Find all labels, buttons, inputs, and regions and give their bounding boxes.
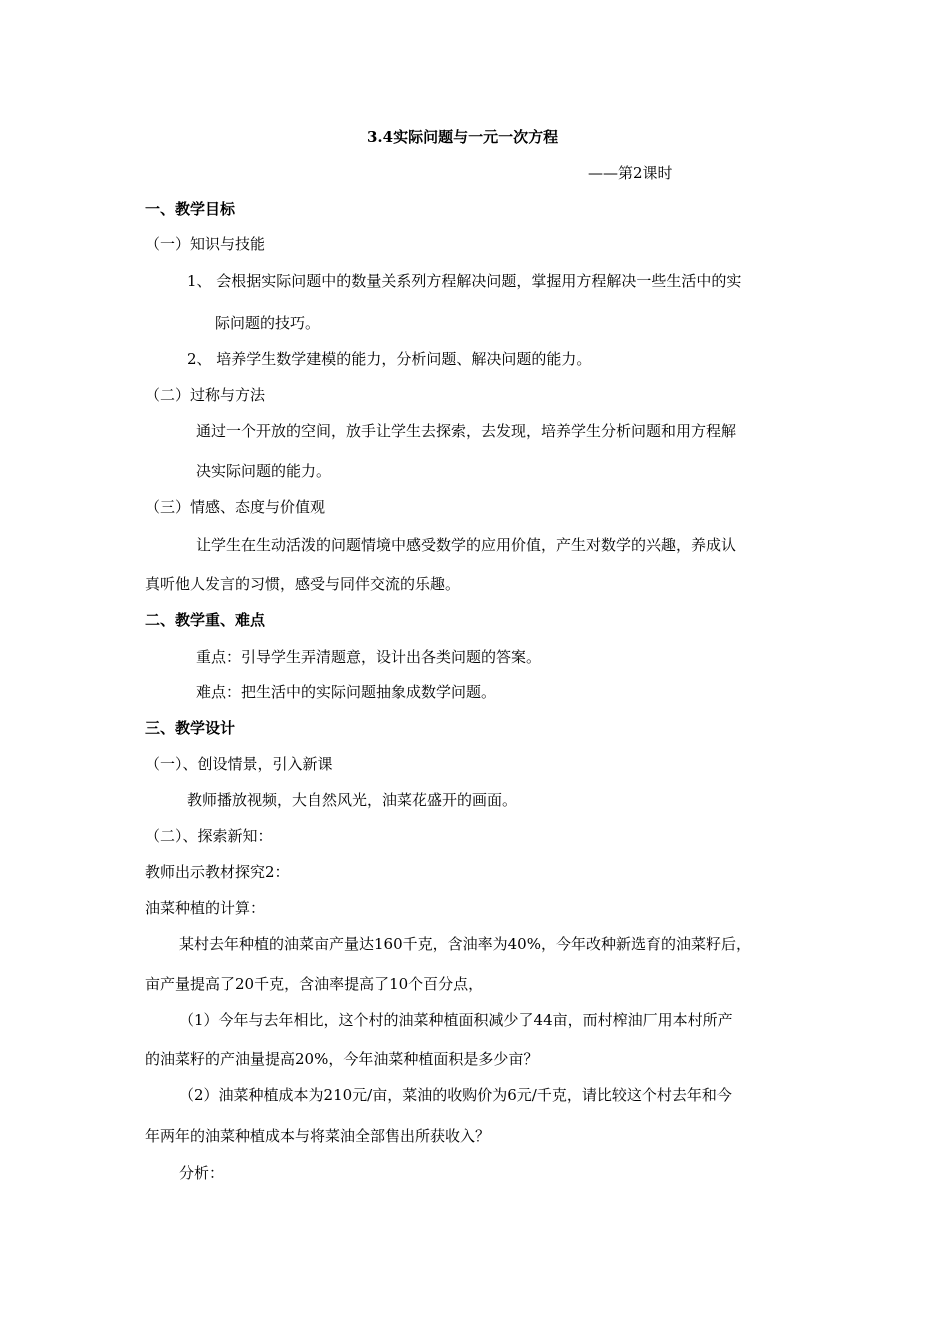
attitude-text-line-2: 真听他人发言的习惯，感受与同伴交流的乐趣。 [145,575,461,593]
subsection-heading-knowledge: （一）知识与技能 [145,235,266,253]
design-part-2-heading: （二）、探索新知： [145,827,273,845]
problem-text-line-2: 亩产量提高了20千克，含油率提高了10个百分点， [145,975,484,993]
question-2-line-1: （2）油菜种植成本为210元/亩，菜油的收购价为6元/千克，请比较这个村去年和今 [179,1086,732,1104]
process-text-line-1: 通过一个开放的空间，放手让学生去探索，去发现，培养学生分析问题和用方程解 [196,422,737,440]
objective-item-2: 2、 培养学生数学建模的能力，分析问题、解决问题的能力。 [187,350,592,368]
textbook-intro: 教师出示教材探究2： [145,863,290,881]
section-heading-key-points: 二、教学重、难点 [145,611,266,629]
section-heading-design: 三、教学设计 [145,719,236,737]
objective-item-1-line-2: 际问题的技巧。 [215,314,321,332]
design-part-1-heading: （一）、创设情景，引入新课 [145,755,333,773]
question-2-line-2: 年两年的油菜种植成本与将菜油全部售出所获收入？ [145,1127,491,1145]
section-heading-objectives: 一、教学目标 [145,200,236,218]
difficult-point-text: 难点：把生活中的实际问题抽象成数学问题。 [196,683,497,701]
process-text-line-2: 决实际问题的能力。 [196,462,332,480]
question-1-line-1: （1）今年与去年相比，这个村的油菜种植面积减少了44亩，而村榨油厂用本村所产 [179,1011,733,1029]
analysis-label: 分析： [179,1164,225,1182]
design-part-1-text: 教师播放视频，大自然风光，油菜花盛开的画面。 [187,791,518,809]
subsection-heading-attitude: （三）情感、态度与价值观 [145,498,326,516]
key-point-text: 重点：引导学生弄清题意，设计出各类问题的答案。 [196,648,542,666]
document-title: 3.4实际问题与一元一次方程 [367,128,559,146]
subsection-heading-process: （二）过称与方法 [145,386,266,404]
document-subtitle: ——第2课时 [588,164,673,182]
attitude-text-line-1: 让学生在生动活泼的问题情境中感受数学的应用价值，产生对数学的兴趣，养成认 [196,536,737,554]
question-1-line-2: 的油菜籽的产油量提高20%，今年油菜种植面积是多少亩？ [145,1050,539,1068]
objective-item-1-line-1: 1、 会根据实际问题中的数量关系列方程解决问题，掌握用方程解决一些生活中的实 [187,272,742,290]
problem-text-line-1: 某村去年种植的油菜亩产量达160千克，含油率为40%，今年改种新选育的油菜籽后， [179,935,751,953]
problem-title: 油菜种植的计算： [145,899,266,917]
